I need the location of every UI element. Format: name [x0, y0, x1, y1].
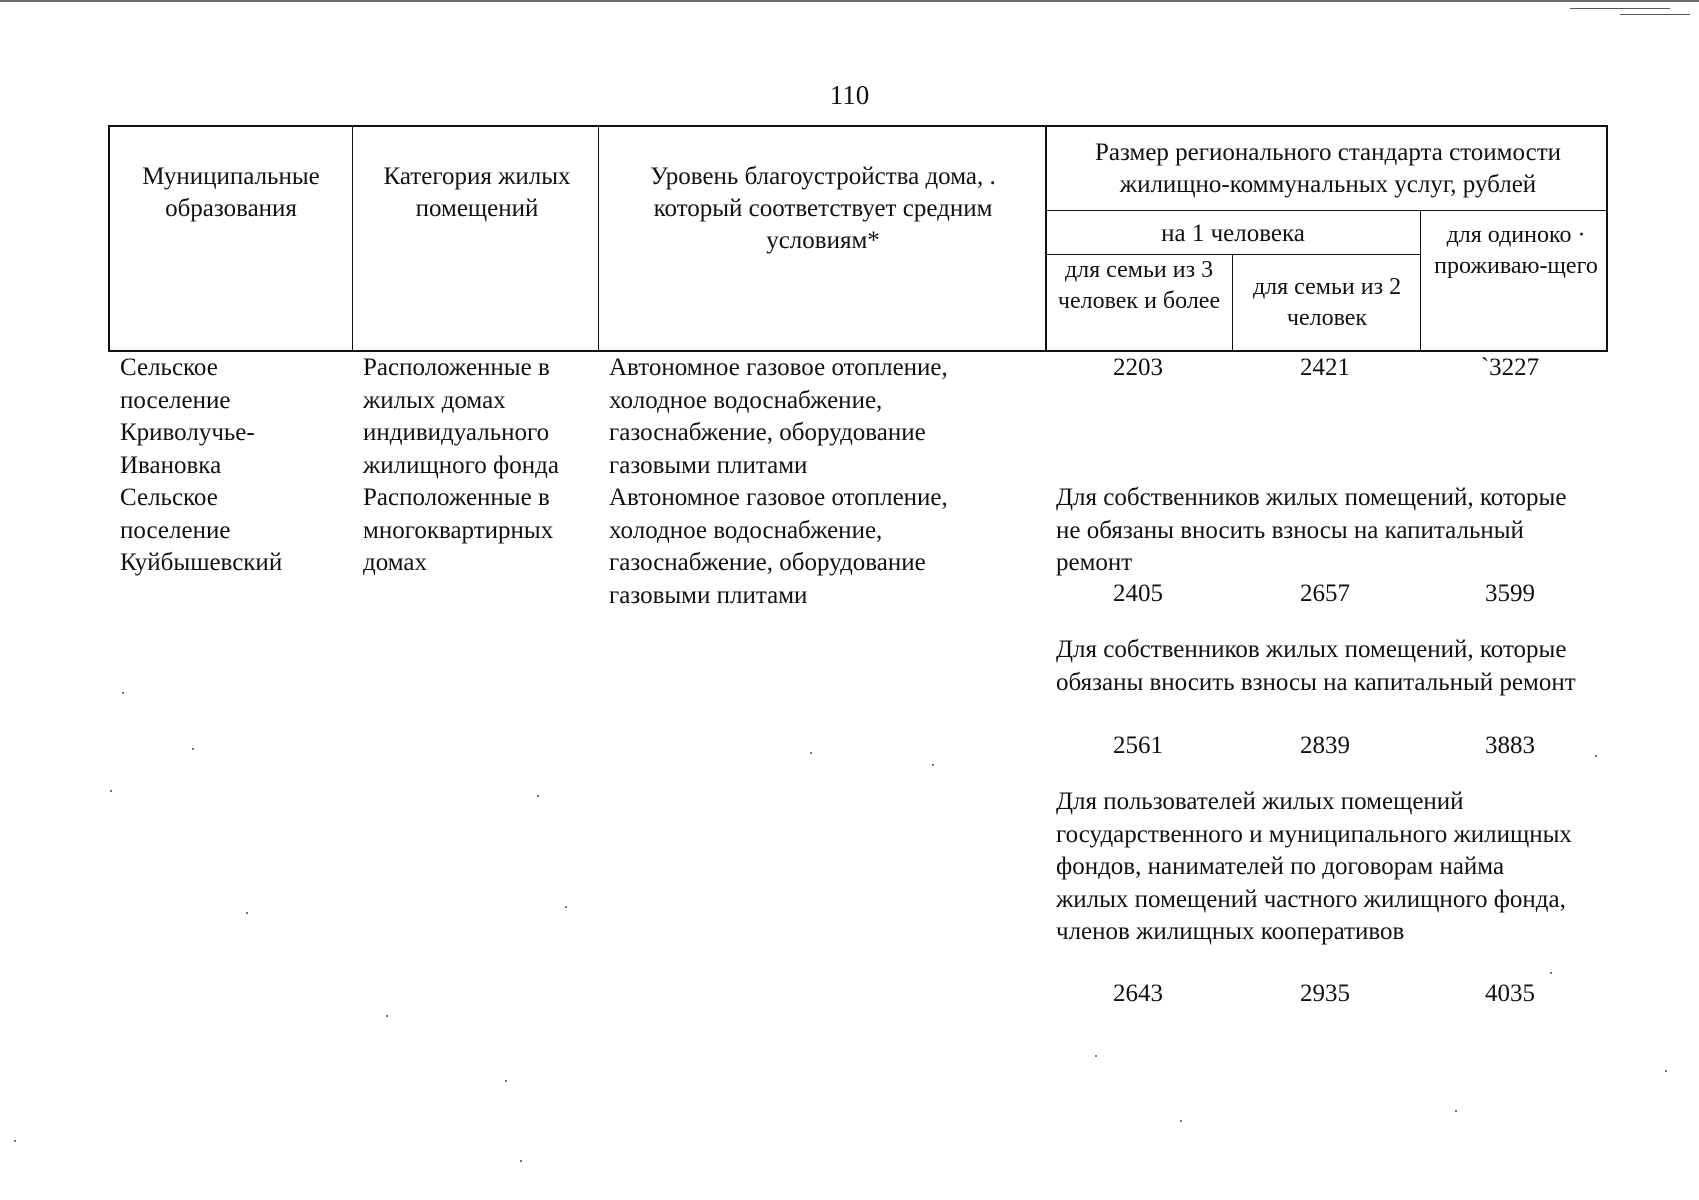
row2-group1-value-family3: 2405	[1113, 580, 1163, 607]
table-left-border	[108, 125, 110, 351]
scan-speck	[1550, 972, 1552, 974]
scan-speck	[14, 1140, 16, 1142]
scan-speck	[386, 1015, 388, 1017]
row1-level: Автономное газовое отопление, холодное водоснабжение, газоснабжение, оборудование газовыми плитами	[609, 354, 948, 479]
header-family-2: для семьи из 2 человек	[1252, 274, 1402, 331]
header-family-3: для семьи из 3 человек и более	[1057, 257, 1221, 314]
scan-speck	[192, 748, 194, 750]
row2-group1-value-family2: 2657	[1300, 580, 1350, 607]
row2-group2-value-single: 3883	[1485, 732, 1535, 759]
row2-group3-note: Для пользователей жилых помещений государственного и муниципального жилищных фондов, нанимателей по договорам найма жилых помещений частного жилищного фонда, членов жилищных кооперативов	[1056, 788, 1572, 945]
row2-group3-value-family3: 2643	[1113, 980, 1163, 1007]
standard-subheader-border	[1045, 210, 1608, 211]
header-single: для одиноко · проживаю-щего	[1434, 222, 1598, 279]
table-header	[108, 125, 1608, 351]
scan-speck	[1180, 1120, 1182, 1122]
table-right-border	[1606, 125, 1608, 351]
row1-municipality: Сельское поселение Криволучье-Ивановка	[120, 354, 255, 479]
scan-speck	[1665, 1070, 1667, 1072]
scan-speck	[565, 906, 567, 908]
header-standard: Размер регионального стандарта стоимости жилищно-коммунальных услуг, рублей	[1094, 139, 1562, 198]
scan-speck	[1595, 755, 1597, 757]
row2-group2-value-family3: 2561	[1113, 732, 1163, 759]
header-level: Уровень благоустройства дома, . который соответствует средним условиям*	[650, 163, 996, 254]
row2-group1-value-single: 3599	[1485, 580, 1535, 607]
row1-value-family3: 2203	[1113, 354, 1163, 381]
row1-category: Расположенные в жилых домах индивидуального жилищного фонда	[363, 354, 559, 479]
col-divider	[1232, 254, 1233, 351]
scan-mark	[1620, 14, 1690, 15]
scan-speck	[110, 790, 112, 792]
scan-speck	[505, 1080, 507, 1082]
col-divider	[352, 125, 353, 351]
col-divider	[598, 125, 599, 351]
row1-value-single: `3227	[1480, 354, 1540, 381]
row1-value-family2: 2421	[1300, 354, 1350, 381]
scan-speck	[520, 1160, 522, 1162]
scan-speck	[122, 692, 124, 694]
header-per-person: на 1 человека	[1161, 220, 1305, 247]
row2-group3-value-family2: 2935	[1300, 980, 1350, 1007]
scan-speck	[932, 764, 934, 766]
table-top-border	[108, 125, 1608, 127]
page-number: 110	[829, 80, 870, 110]
row2-category: Расположенные в многоквартирных домах	[363, 484, 554, 576]
scan-edge	[0, 0, 1699, 2]
row2-group2-note: Для собственников жилых помещений, которые обязаны вносить взносы на капитальный ремонт	[1056, 636, 1576, 696]
scan-speck	[1095, 1055, 1097, 1057]
row2-group2-value-family2: 2839	[1300, 732, 1350, 759]
header-municipality: Муниципальные образования	[142, 163, 320, 222]
row2-group1-note: Для собственников жилых помещений, которые не обязаны вносить взносы на капитальный ремонт	[1056, 484, 1567, 576]
scan-speck	[246, 912, 248, 914]
scan-speck	[1455, 1110, 1457, 1112]
scan-mark	[1570, 8, 1670, 9]
header-category: Категория жилых помещений	[383, 163, 571, 222]
row2-group3-value-single: 4035	[1485, 980, 1535, 1007]
row2-level: Автономное газовое отопление, холодное водоснабжение, газоснабжение, оборудование газовыми плитами	[609, 484, 948, 609]
scan-speck	[537, 795, 539, 797]
scan-speck	[810, 752, 812, 754]
row2-municipality: Сельское поселение Куйбышевский	[120, 484, 283, 576]
